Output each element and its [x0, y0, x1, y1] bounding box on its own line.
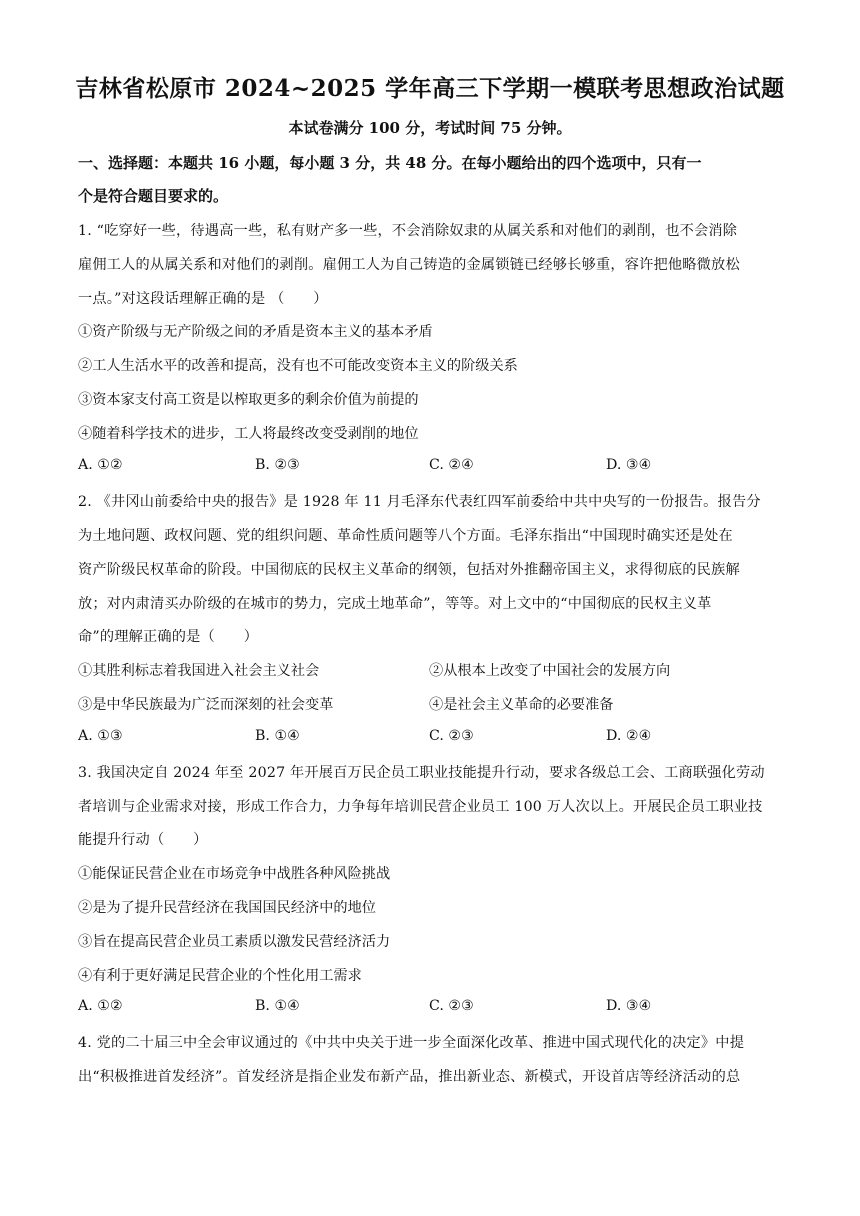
- question-2-stem: 为土地问题、政权问题、党的组织问题、革命性质问题等八个方面。毛泽东指出“中国现时确实还是处在: [78, 528, 733, 544]
- question-1-item: ③资本家支付高工资是以榨取更多的剩余价值为前提的: [78, 392, 419, 408]
- question-2-item: ①其胜利标志着我国进入社会主义社会: [78, 663, 320, 679]
- exam-info: 本试卷满分 100 分，考试时间 75 分钟。: [288, 119, 572, 137]
- section-heading-cont: 个是符合题目要求的。: [78, 187, 229, 205]
- question-1-stem: 一点。”对这段话理解正确的是 （ ）: [78, 291, 328, 307]
- question-1-item: ①资产阶级与无产阶级之间的矛盾是资本主义的基本矛盾: [78, 324, 433, 340]
- question-1-stem: 1. “吃穿好一些，待遇高一些，私有财产多一些，不会消除奴隶的从属关系和对他们的剥削，也不会消除: [78, 223, 738, 239]
- page-title: 吉林省松原市 2024~2025 学年高三下学期一模联考思想政治试题: [75, 75, 785, 102]
- question-1-option-d[interactable]: D. ③④: [606, 457, 652, 473]
- question-3-stem: 3. 我国决定自 2024 年至 2027 年开展百万民企员工职业技能提升行动，要求各级总工会、工商联强化劳动: [78, 765, 765, 781]
- question-1-option-b[interactable]: B. ②③: [255, 457, 300, 473]
- question-3-item: ④有利于更好满足民营企业的个性化用工需求: [78, 968, 362, 984]
- question-3-item: ②是为了提升民营经济在我国国民经济中的地位: [78, 900, 376, 916]
- question-2-stem: 命”的理解正确的是（ ）: [78, 629, 259, 645]
- question-2-item: ④是社会主义革命的必要准备: [429, 697, 614, 713]
- question-2-option-b[interactable]: B. ①④: [255, 728, 300, 744]
- question-3-stem: 能提升行动（ ）: [78, 832, 208, 848]
- question-3-option-c[interactable]: C. ②③: [429, 998, 474, 1014]
- question-3-item: ①能保证民营企业在市场竞争中战胜各种风险挑战: [78, 866, 391, 882]
- question-1-item: ②工人生活水平的改善和提高，没有也不可能改变资本主义的阶级关系: [78, 358, 518, 374]
- question-1-option-c[interactable]: C. ②④: [429, 457, 474, 473]
- question-2-option-d[interactable]: D. ②④: [606, 728, 652, 744]
- question-2-stem: 资产阶级民权革命的阶段。中国彻底的民权主义革命的纲领，包括对外推翻帝国主义，求得彻底的民族解: [78, 562, 740, 578]
- question-3-stem: 者培训与企业需求对接，形成工作合力，力争每年培训民营企业员工 100 万人次以上。开展民企员工职业技: [78, 799, 763, 815]
- question-3-option-d[interactable]: D. ③④: [606, 998, 652, 1014]
- question-3-option-a[interactable]: A. ①②: [78, 998, 123, 1014]
- section-heading: 一、选择题：本题共 16 小题，每小题 3 分，共 48 分。在每小题给出的四个选项中，只有一: [78, 154, 702, 172]
- question-2-item: ②从根本上改变了中国社会的发展方向: [429, 663, 671, 679]
- question-2-stem: 放；对内肃清买办阶级的在城市的势力，完成土地革命”，等等。对上文中的“中国彻底的民权主义革: [78, 596, 712, 612]
- question-3-option-b[interactable]: B. ①④: [255, 998, 300, 1014]
- question-1-item: ④随着科学技术的进步，工人将最终改变受剥削的地位: [78, 426, 419, 442]
- question-4-stem: 4. 党的二十届三中全会审议通过的《中共中央关于进一步全面深化改革、推进中国式现代化的决定》中提: [78, 1035, 745, 1051]
- question-2-option-a[interactable]: A. ①③: [78, 728, 123, 744]
- question-1-option-a[interactable]: A. ①②: [78, 457, 123, 473]
- question-1-stem: 雇佣工人的从属关系和对他们的剥削。雇佣工人为自己铸造的金属锁链已经够长够重，容许把他略微放松: [78, 257, 740, 273]
- question-2-item: ③是中华民族最为广泛而深刻的社会变革: [78, 697, 334, 713]
- question-2-option-c[interactable]: C. ②③: [429, 728, 474, 744]
- question-4-stem: 出“积极推进首发经济”。首发经济是指企业发布新产品，推出新业态、新模式，开设首店等经济活动的总: [78, 1069, 741, 1085]
- question-3-item: ③旨在提高民营企业员工素质以激发民营经济活力: [78, 934, 391, 950]
- question-2-stem: 2. 《井冈山前委给中央的报告》是 1928 年 11 月毛泽东代表红四军前委给中共中央写的一份报告。报告分: [78, 494, 761, 510]
